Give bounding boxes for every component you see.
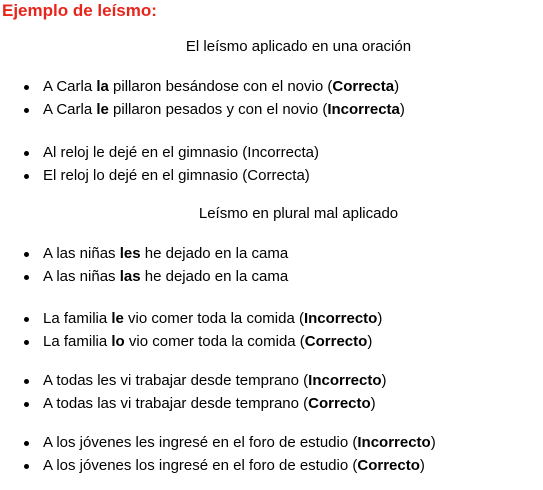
bullet-icon: [24, 85, 29, 90]
bullet-icon: [24, 379, 29, 384]
section-heading: Leísmo en plural mal aplicado: [198, 205, 399, 222]
list-item: A Carla la pillaron besándose con el novio (Correcta): [0, 76, 405, 99]
list-item: Al reloj le dejé en el gimnasio (Incorrecta): [0, 142, 319, 165]
list-item: La familia le vio comer toda la comida (Incorrecto): [0, 308, 382, 331]
example-list: [0, 76, 405, 121]
list-item: El reloj lo dejé en el gimnasio (Correcta): [0, 165, 319, 188]
bullet-icon: [24, 402, 29, 407]
bullet-icon: [24, 151, 29, 156]
list-item: A los jóvenes les ingresé en el foro de estudio (Incorrecto): [0, 432, 436, 455]
list-item: A las niñas las he dejado en la cama: [0, 266, 288, 289]
bullet-icon: [24, 441, 29, 446]
bullet-icon: [24, 252, 29, 257]
example-list: [0, 370, 387, 415]
example-list: [0, 243, 288, 288]
list-item: A Carla le pillaron pesados y con el novio (Incorrecta): [0, 99, 405, 122]
example-list: [0, 142, 319, 187]
bullet-icon: [24, 317, 29, 322]
bullet-icon: [24, 275, 29, 280]
list-item: A todas las vi trabajar desde temprano (Correcto): [0, 393, 387, 416]
example-list: [0, 432, 436, 477]
bullet-icon: [24, 340, 29, 345]
list-item: A las niñas les he dejado en la cama: [0, 243, 288, 266]
bullet-icon: [24, 464, 29, 469]
list-item: A todas les vi trabajar desde temprano (Incorrecto): [0, 370, 387, 393]
page-title: Ejemplo de leísmo:: [2, 1, 157, 20]
list-item: A los jóvenes los ingresé en el foro de estudio (Correcto): [0, 455, 436, 478]
example-list: [0, 308, 382, 353]
list-item: La familia lo vio comer toda la comida (Correcto): [0, 331, 382, 354]
section-heading: El leísmo aplicado en una oración: [185, 38, 412, 55]
bullet-icon: [24, 174, 29, 179]
bullet-icon: [24, 108, 29, 113]
